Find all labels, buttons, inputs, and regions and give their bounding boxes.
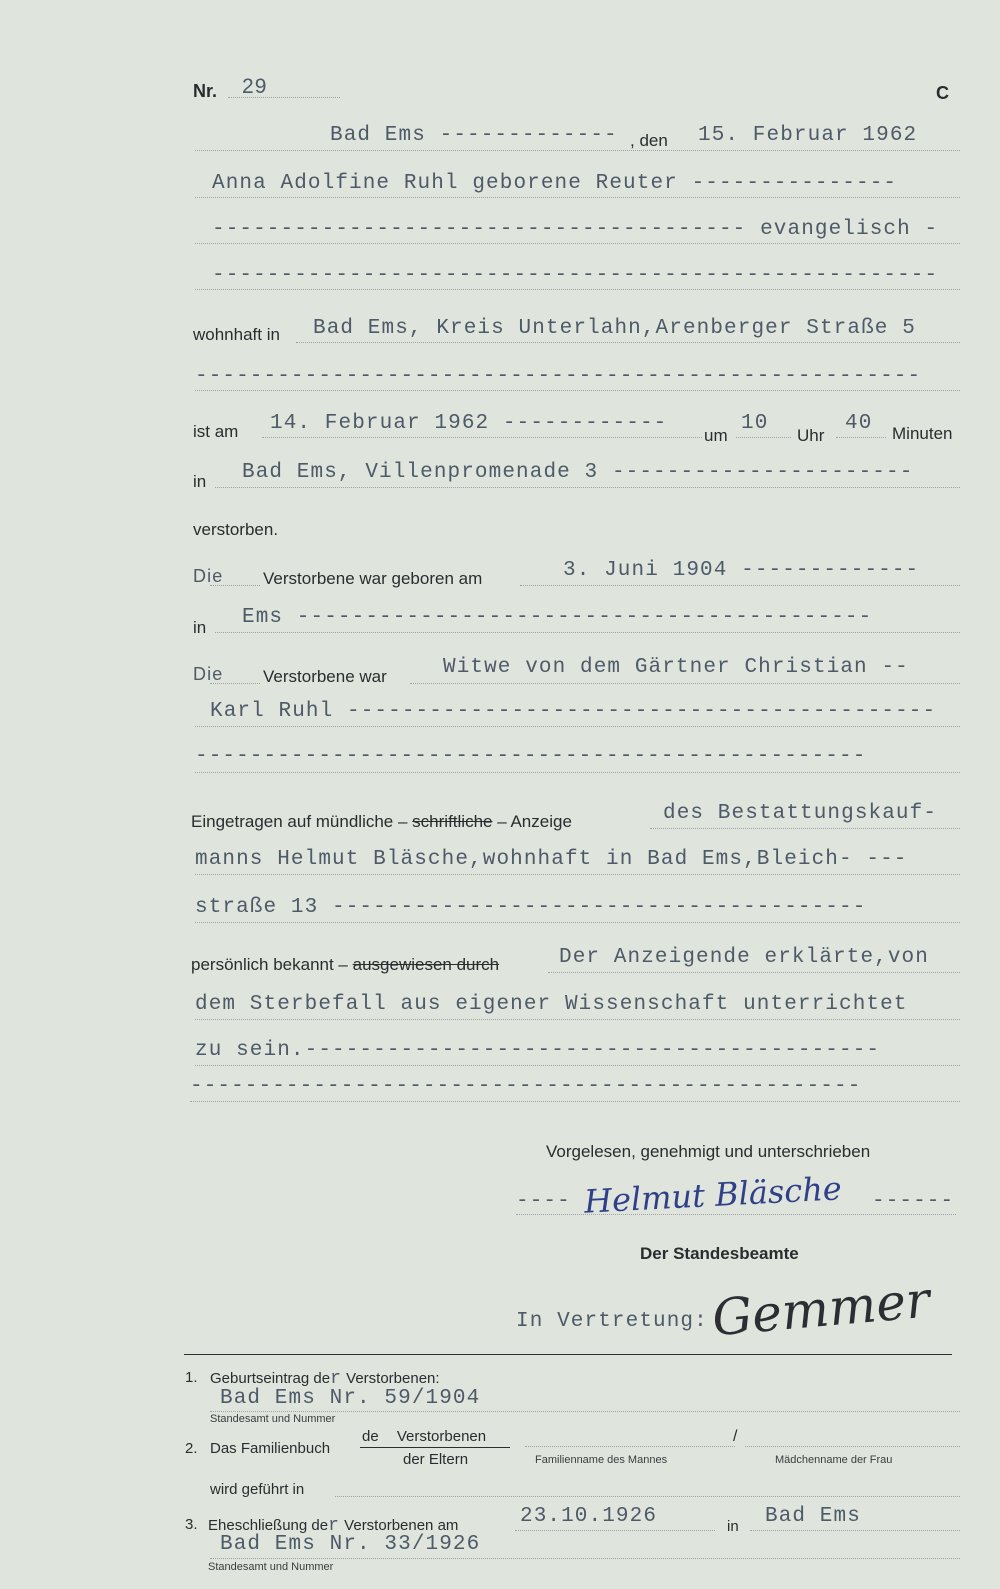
footer-item-1-number: 1. xyxy=(185,1369,198,1386)
footer-item-1-label: Geburtseintrag der Verstorbenen: xyxy=(210,1369,440,1389)
footer-item-1-caption: Standesamt und Nummer xyxy=(210,1413,336,1425)
residence-label: wohnhaft in xyxy=(193,325,280,344)
nr-value: 29 xyxy=(242,75,268,98)
identity-rule-3 xyxy=(195,1065,960,1066)
footer-separator xyxy=(184,1354,952,1355)
informant-line-3: straße 13 --------------------------------------- xyxy=(195,896,867,919)
registry-place: Bad Ems ------------- xyxy=(330,124,618,147)
footer-item-2-line-2: wird geführt in xyxy=(210,1481,305,1498)
death-date: 14. Februar 1962 ------------ xyxy=(270,412,668,435)
death-place-label: in xyxy=(193,472,207,491)
footer-item-2-label: Das Familienbuch xyxy=(210,1440,331,1457)
name-filler-line: ----------------------------------------------------- xyxy=(212,264,939,287)
death-place: Bad Ems, Villenpromenade 3 ---------------------- xyxy=(242,461,914,484)
signature-dash-right: ------ xyxy=(872,1190,955,1213)
footer-item-1-line xyxy=(210,1411,960,1412)
marital-label: Verstorbene war xyxy=(263,667,387,686)
residence-line-1 xyxy=(296,342,960,343)
death-minutes: 40 xyxy=(845,412,873,435)
marital-prefix: Die xyxy=(193,664,224,684)
read-approved-label: Vorgelesen, genehmigt und unterschrieben xyxy=(546,1142,871,1161)
marriage-date-line xyxy=(515,1530,715,1531)
husband-name-caption: Familienname des Mannes xyxy=(535,1454,668,1466)
marital-status: Witwe von dem Gärtner Christian -- xyxy=(443,656,909,679)
nr-line xyxy=(228,97,340,98)
footer-item-3-in: in xyxy=(727,1518,739,1535)
footer-item-3-line xyxy=(210,1558,960,1559)
marriage-date: 23.10.1926 xyxy=(520,1505,658,1528)
registration-line-1 xyxy=(650,828,960,829)
identity-rule-2 xyxy=(195,1019,960,1020)
husband-name-line xyxy=(525,1446,735,1447)
registrar-label: Der Standesbeamte xyxy=(640,1244,799,1263)
birth-prefix: Die xyxy=(193,566,224,586)
registrar-signature: Gemmer xyxy=(709,1270,932,1348)
informant-line-2: manns Helmut Bläsche,wohnhaft in Bad Ems,Bleich- --- xyxy=(195,848,908,871)
identity-rule-1 xyxy=(548,972,960,973)
marital-line-2 xyxy=(195,726,960,727)
footer-item-2-fraction-bar xyxy=(360,1447,510,1448)
informant-signature-line xyxy=(516,1214,956,1215)
identity-label: persönlich bekannt – ausgewiesen durch xyxy=(191,955,500,974)
death-hour: 10 xyxy=(741,412,769,435)
register-letter: C xyxy=(936,83,949,103)
name-line-2 xyxy=(195,243,960,244)
uhr-label: Uhr xyxy=(797,426,825,445)
marriage-entry-reference: Bad Ems Nr. 33/1926 xyxy=(220,1533,481,1556)
hour-line xyxy=(736,437,791,438)
informant-line-1: des Bestattungskauf- xyxy=(663,802,938,825)
footer-item-2-bottom: der Eltern xyxy=(403,1451,469,1468)
marital-prefix-line xyxy=(210,683,260,684)
footer-item-3-label: Eheschließung der Verstorbenen am xyxy=(208,1516,459,1536)
registration-line-3 xyxy=(195,922,960,923)
residence-address: Bad Ems, Kreis Unterlahn,Arenberger Straße 5 xyxy=(313,317,916,340)
birth-label: Verstorbene war geboren am xyxy=(263,569,483,588)
identity-line-1: Der Anzeigende erklärte,von xyxy=(559,946,929,969)
footer-item-2-number: 2. xyxy=(185,1440,198,1457)
registry-date: 15. Februar 1962 xyxy=(698,124,918,147)
birth-date: 3. Juni 1904 ------------- xyxy=(563,559,920,582)
minuten-label: Minuten xyxy=(892,424,953,443)
name-line-3 xyxy=(195,289,960,290)
footer-item-2-slash: / xyxy=(733,1428,738,1445)
footer-item-2-top: de Verstorbenen xyxy=(362,1428,487,1445)
marriage-place: Bad Ems xyxy=(765,1505,861,1528)
verstorben-label: verstorben. xyxy=(193,520,279,539)
residence-line-2 xyxy=(195,390,960,391)
footer-item-3-caption: Standesamt und Nummer xyxy=(208,1561,334,1573)
marital-line-3 xyxy=(195,772,960,773)
in-vertretung: In Vertretung: xyxy=(516,1310,708,1333)
religion-line: --------------------------------------- evangelisch - xyxy=(212,218,939,241)
signature-dash-left: ---- xyxy=(516,1190,571,1213)
identity-rule-4 xyxy=(190,1101,960,1102)
marriage-place-line xyxy=(750,1530,960,1531)
marital-filler: ------------------------------------------------- xyxy=(195,745,867,768)
death-date-line xyxy=(262,437,702,438)
den-label: , den xyxy=(630,131,668,150)
place-date-line xyxy=(195,150,960,151)
spouse-name: Karl Ruhl ------------------------------------------- xyxy=(210,700,937,723)
wife-name-line xyxy=(745,1446,960,1447)
informant-signature: Helmut Bläsche xyxy=(583,1169,843,1221)
footer-item-3-number: 3. xyxy=(185,1516,198,1533)
residence-filler: ----------------------------------------------------- xyxy=(195,365,922,388)
registration-line-2 xyxy=(195,874,960,875)
birth-place: Ems ------------------------------------------ xyxy=(242,606,873,629)
family-book-line xyxy=(335,1496,960,1497)
death-place-line xyxy=(215,487,960,488)
birth-prefix-line xyxy=(210,585,260,586)
minutes-line xyxy=(836,437,886,438)
um-label: um xyxy=(704,426,728,445)
birth-place-line xyxy=(215,632,960,633)
birth-place-label: in xyxy=(193,618,207,637)
deceased-name: Anna Adolfine Ruhl geborene Reuter --------------- xyxy=(212,172,898,195)
death-date-label: ist am xyxy=(193,422,239,441)
wife-name-caption: Mädchenname der Frau xyxy=(775,1454,893,1466)
identity-line-2: dem Sterbefall aus eigener Wissenschaft unterrichtet xyxy=(195,993,908,1016)
birth-entry-reference: Bad Ems Nr. 59/1904 xyxy=(220,1387,481,1410)
marital-line-1 xyxy=(410,683,960,684)
registration-label: Eingetragen auf mündliche – schriftliche – Anzeige xyxy=(191,812,572,831)
name-line-1 xyxy=(195,197,960,198)
identity-line-4: ------------------------------------------------- xyxy=(190,1075,862,1098)
birth-date-line xyxy=(520,585,960,586)
nr-label: Nr. xyxy=(193,81,218,101)
identity-line-3: zu sein.------------------------------------------ xyxy=(195,1039,881,1062)
